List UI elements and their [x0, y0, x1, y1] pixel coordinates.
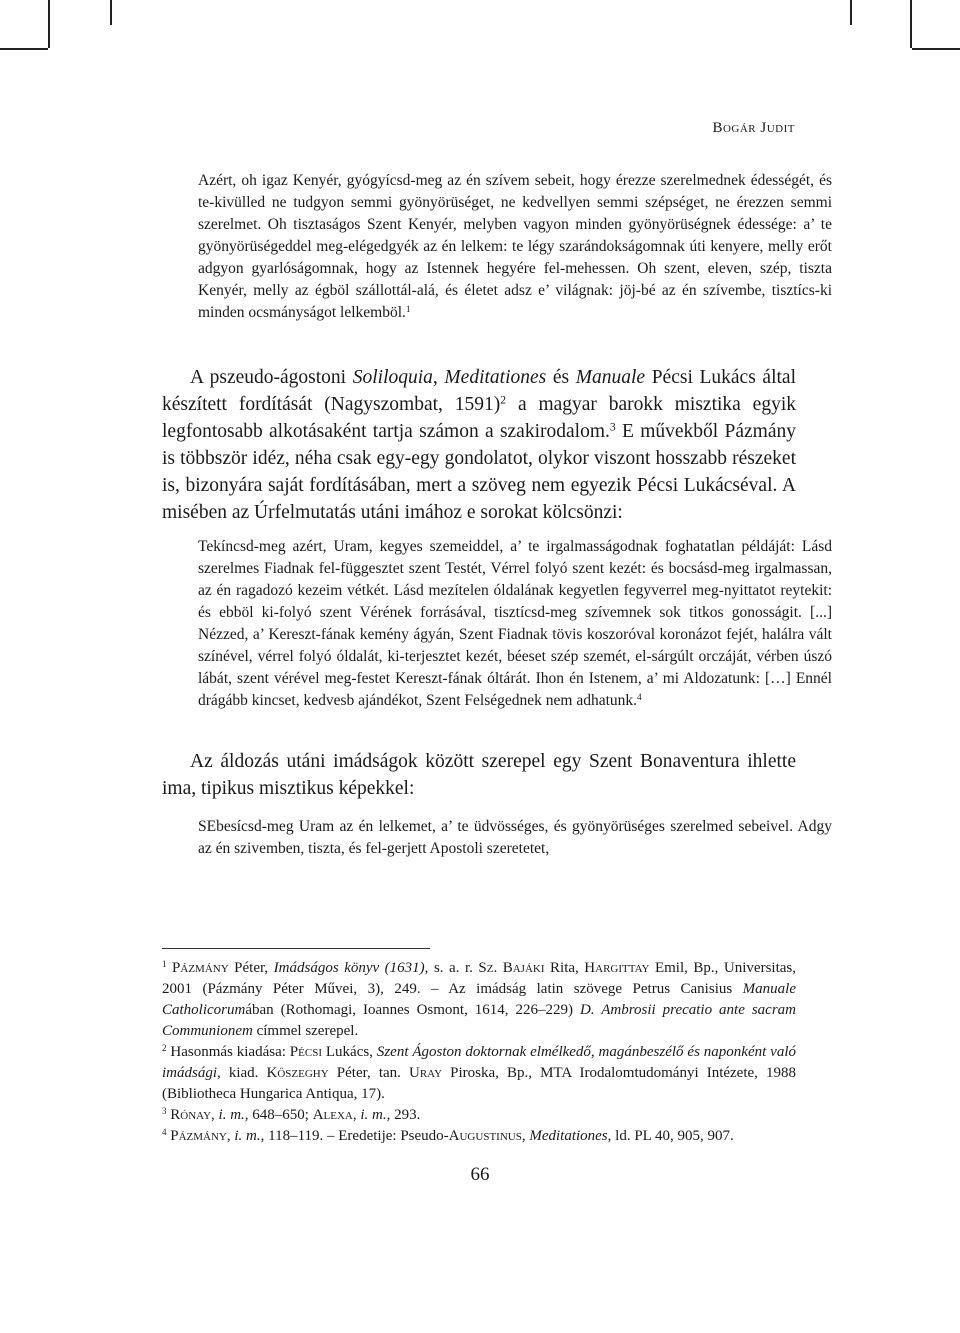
book-title: Manuale Catholicorum — [162, 981, 796, 1018]
abbreviation: i. m. — [218, 1107, 245, 1123]
footnote-text: , 118–119. – Eredetije: Pseudo- — [260, 1128, 449, 1144]
running-head: Bogár Judit — [712, 120, 795, 136]
footnote-number: 4 — [162, 1127, 167, 1138]
footnote-text: ában (Rothomagi, Ioannes Osmont, 1614, 226–229) — [245, 1002, 580, 1018]
footnote-text: Piroska, Bp., MTA Irodalomtudományi Intézete, 1988 (Bibliotheca Hungarica Antiqua, 17). — [162, 1065, 796, 1102]
author-name: Hargittay — [584, 960, 650, 976]
footnote-text: , s. a. r. — [424, 960, 479, 976]
footnote-text: , — [226, 1128, 235, 1144]
author-name: Alexa — [312, 1107, 353, 1123]
footnote-ref-3[interactable]: 3 — [609, 420, 616, 434]
author-name: Augustinus — [448, 1128, 522, 1144]
footnote-text: Lukács, — [321, 1044, 377, 1060]
paragraph-1-text: , — [432, 367, 445, 388]
author-name: Pázmány — [172, 960, 229, 976]
quote-3-text: SEbesícsd-meg Uram az én lelkemet, a’ te üdvösséges, és gyönyörüséges szerelmed sebeivel. Adgy az én szivemben, tiszta, és fel-gerjett Apostoli szeretetet, — [198, 818, 832, 857]
paragraph-1-text: Pécsi Lukács által készített fordítását (Nagyszombat, 1591) — [162, 367, 796, 415]
crop-mark — [0, 48, 48, 50]
footnote-number: 1 — [162, 959, 167, 970]
footnote-text: Rita, — [544, 960, 585, 976]
footnote-text: , 293. — [386, 1107, 421, 1123]
paragraph-2 — [162, 748, 796, 802]
footnote-text: címmel szerepel. — [252, 1023, 359, 1039]
footnote-rule — [162, 948, 430, 949]
paragraph-1-text: a magyar barokk misztika egyik legfontosabb alkotásaként tartja számon a szakirodalom. — [162, 394, 796, 442]
quote-2 — [162, 536, 860, 712]
footnotes — [162, 958, 796, 1147]
footnote-text: Péter, — [228, 960, 274, 976]
paragraph-2-text: Az áldozás utáni imádságok között szerepel egy Szent Bonaventura ihlette ima, tipikus misztikus képekkel: — [162, 751, 796, 799]
paragraph-1-text: A pszeudo-ágostoni — [190, 367, 353, 388]
footnote-ref-1[interactable]: 1 — [405, 304, 411, 315]
work-title-manuale: Manuale — [575, 367, 646, 388]
footnote-number: 3 — [162, 1106, 167, 1117]
book-title: Imádságos könyv (1631) — [273, 960, 425, 976]
crop-mark — [912, 48, 960, 50]
book-title: Meditationes — [529, 1128, 608, 1144]
book-title: D. Ambrosii precatio ante sacram Communionem — [162, 1002, 797, 1039]
footnote-text: , — [521, 1128, 530, 1144]
footnote-text: , kiad. — [217, 1065, 267, 1081]
page-number: 66 — [470, 1164, 490, 1185]
footnote-text: , — [211, 1107, 219, 1123]
paragraph-1-text: és — [546, 367, 576, 388]
crop-mark — [910, 0, 912, 48]
footnote-text: Péter, tan. — [328, 1065, 409, 1081]
footnote-1 — [162, 958, 796, 1042]
paragraph-1 — [162, 364, 796, 526]
author-name: Pécsi — [289, 1044, 322, 1060]
work-title-meditationes: Meditationes — [444, 367, 547, 388]
author-name: Rónay — [170, 1107, 212, 1123]
footnote-4 — [162, 1126, 796, 1147]
quote-1 — [162, 170, 860, 324]
footnote-ref-2[interactable]: 2 — [500, 393, 507, 407]
author-name: Uray — [409, 1065, 443, 1081]
crop-mark — [48, 0, 50, 48]
footnote-text: , 648–650; — [244, 1107, 313, 1123]
crop-mark — [110, 0, 112, 25]
abbreviation: i. m. — [234, 1128, 261, 1144]
footnote-number: 2 — [162, 1043, 167, 1054]
paragraph-1-text: E művekből Pázmány is többször idéz, néha csak egy-egy gondolatot, olykor viszont hosszabb részeket is, bizonyára saját fordításában, mert a szöveg nem egyezik Pécsi Lukácséval. A misében az Úrfelmutatás utáni imához e sorokat kölcsönzi: — [162, 421, 796, 523]
footnote-text: , — [352, 1107, 361, 1123]
book-title: Szent Ágoston doktornak elmélkedő, magánbeszélő és naponként való imádsági — [162, 1044, 796, 1081]
footnote-text: , ld. PL 40, 905, 907. — [607, 1128, 734, 1144]
author-name: Sz. Bajáki — [478, 960, 545, 976]
footnote-text: Hasonmás kiadása: — [166, 1044, 290, 1060]
abbreviation: i. m. — [360, 1107, 387, 1123]
quote-1-text: Azért, oh igaz Kenyér, gyógyícsd-meg az én szívem sebeit, hogy érezze szerelmednek édességét, és te-kivülled ne tudgyon semmi gyönyörüséget, ne kedvellyen semmi szépséget, ne érezzen semmi szerelmet. Oh tisztaságos Szent Kenyér, melyben vagyon minden gyönyörüségnek édessége: a’ te gyönyörüségeddel meg-elégedgyék az én lelkem: te légy szarándokságomnak úti kenyere, melly erőt adgyon gyarlóságomnak, hogy az Istennek hegyére fel-mehessen. Oh szent, eleven, szép, tiszta Kenyér, melly az égböl szállottál-alá, és életet adsz e’ világnak: jöj-bé az én szívembe, tisztícs-ki minden ocsmányságot lelkemböl. — [198, 172, 832, 321]
quote-3 — [162, 816, 860, 860]
author-name: Pázmány — [170, 1128, 227, 1144]
crop-mark — [850, 0, 852, 25]
footnote-3 — [162, 1105, 796, 1126]
footnote-2 — [162, 1042, 796, 1105]
footnote-ref-4[interactable]: 4 — [637, 692, 642, 703]
footnote-text: Emil, Bp., Universitas, 2001 (Pázmány Péter Művei, 3), 249. – Az imádság latin szövege Petrus Canisius — [162, 960, 796, 997]
author-name: Kőszeghy — [266, 1065, 329, 1081]
work-title-soliloquia: Soliloquia — [352, 367, 433, 388]
quote-2-text: Tekíncsd-meg azért, Uram, kegyes szemeiddel, a’ te irgalmasságodnak foghatatlan példáját: Lásd szerelmes Fiadnak fel-függesztet szent Testét, Vérrel folyó szent kezét: és bocsásd-meg irgalmassan, az én ragadozó kezeim vétkét. Lásd mezítelen óldalának kegyetlen fegyverrel meg-nyittatot reytekit: és ebböl ki-folyó szent Vérének forrásával, tisztícsd-meg szívemnek sok titkos gonosságit. [...] Nézzed, a’ Kereszt-fának kemény ágyán, Szent Fiadnak tövis koszoróval koronázot fejét, halálra vált színével, vérrel folyó óldalát, ki-terjesztet kezét, béeset szép szemét, el-sárgúlt orczáját, vérben úszó lábát, szent vérével meg-festet Kereszt-fának óltárát. Ihon én Istenem, a’ mi Aldozatunk: […] Ennél drágább kincset, kedvesb ajándékot, Szent Felségednek nem adhatunk. — [198, 538, 832, 709]
